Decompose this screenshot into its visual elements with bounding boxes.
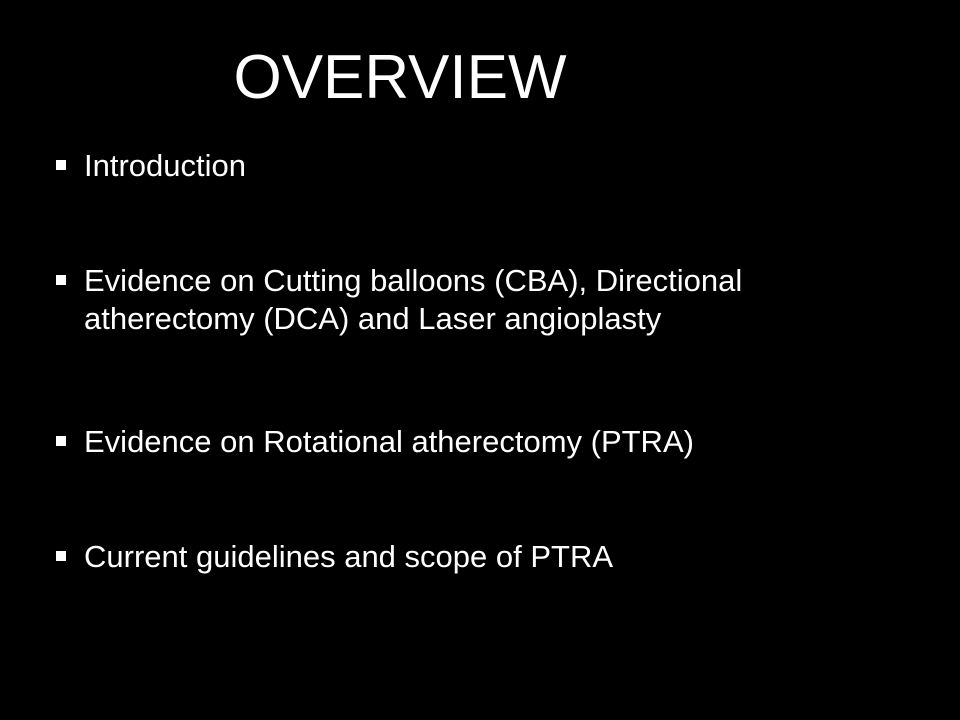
- square-bullet-icon: [50, 538, 84, 574]
- bullet-text: Current guidelines and scope of PTRA: [84, 539, 614, 574]
- square-bullet-icon: [50, 262, 84, 298]
- bullet-text: Evidence on Cutting balloons (CBA), Directional atherectomy (DCA) and Laser angioplasty: [84, 263, 743, 336]
- bullet-text: Introduction: [84, 148, 246, 183]
- slide-title: OVERVIEW: [233, 43, 567, 112]
- square-bullet-icon: [50, 423, 84, 459]
- list-item: [50, 423, 910, 461]
- square-bullet-icon: [50, 147, 84, 183]
- list-item: [50, 538, 910, 576]
- bullet-text: Evidence on Rotational atherectomy (PTRA): [84, 424, 694, 459]
- list-item: [50, 262, 910, 338]
- list-item: [50, 147, 910, 185]
